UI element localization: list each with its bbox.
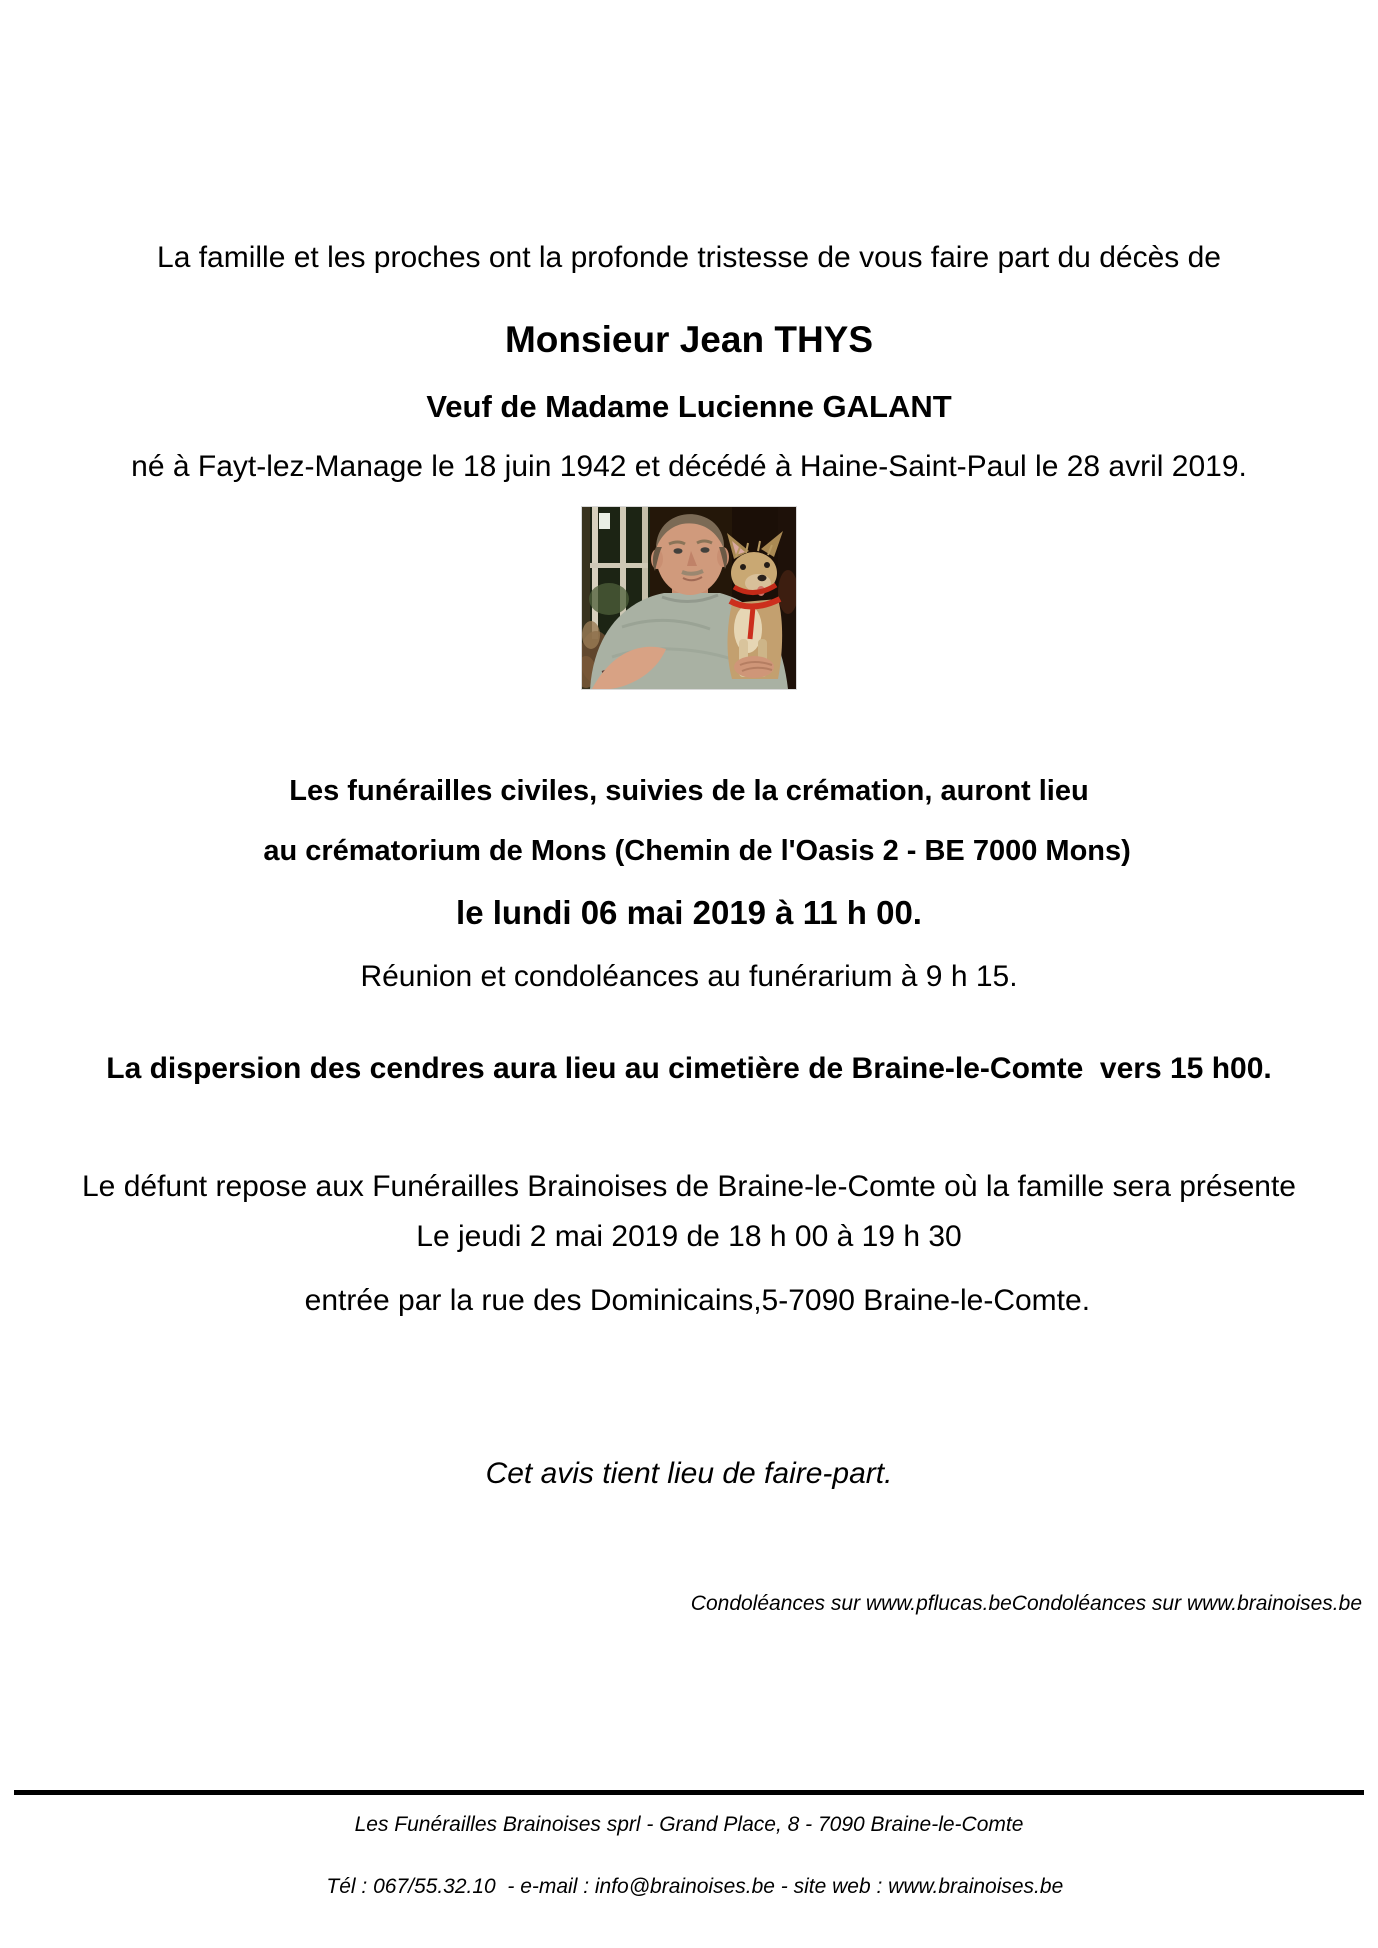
footer-address-line: Les Funérailles Brainoises sprl - Grand Place, 8 - 7090 Braine-le-Comte [354,1813,1024,1836]
deceased-name: Monsieur Jean THYS [504,319,874,360]
visitation-line-1: Le jeudi 2 mai 2019 de 18 h 00 à 19 h 30 [416,1220,962,1253]
condolences-line: Condoléances sur www.pflucas.beCondoléances sur www.brainoises.be [690,1592,1362,1615]
ashes-dispersal-line: La dispersion des cendres aura lieu au cimetière de Braine-le-Comte vers 15 h00. [106,1052,1272,1085]
deceased-photo [582,507,796,689]
ceremony-line-2: au crématorium de Mons (Chemin de l'Oasis 2 - BE 7000 Mons) [263,835,1131,867]
ceremony-block [0,776,1378,866]
faire-part-line: Cet avis tient lieu de faire-part. [485,1457,893,1490]
gathering-line: Réunion et condoléances au funérarium à 9 h 15. [360,960,1018,993]
ceremony-line-1: Les funérailles civiles, suivies de la crémation, auront lieu [289,775,1089,807]
footer-block [0,1809,1378,1902]
widower-line: Veuf de Madame Lucienne GALANT [426,389,952,424]
visitation-line-2: entrée par la rue des Dominicains,5-7090 Braine-le-Comte. [304,1284,1091,1317]
footer-divider [14,1790,1364,1795]
footer-contact-line: Tél : 067/55.32.10 - e-mail : info@brainoises.be - site web : www.brainoises.be [326,1875,1064,1898]
ceremony-datetime: le lundi 06 mai 2019 à 11 h 00. [456,894,922,931]
intro-line: La famille et les proches ont la profonde tristesse de vous faire part du décès de [157,241,1221,274]
visitation-block [0,1221,1378,1317]
repose-line: Le défunt repose aux Funérailles Brainoises de Braine-le-Comte où la famille sera présente [82,1170,1296,1203]
deceased-photo-illustration [582,507,796,689]
birth-death-line: né à Fayt-lez-Manage le 18 juin 1942 et décédé à Haine-Saint-Paul le 28 avril 2019. [131,450,1247,483]
